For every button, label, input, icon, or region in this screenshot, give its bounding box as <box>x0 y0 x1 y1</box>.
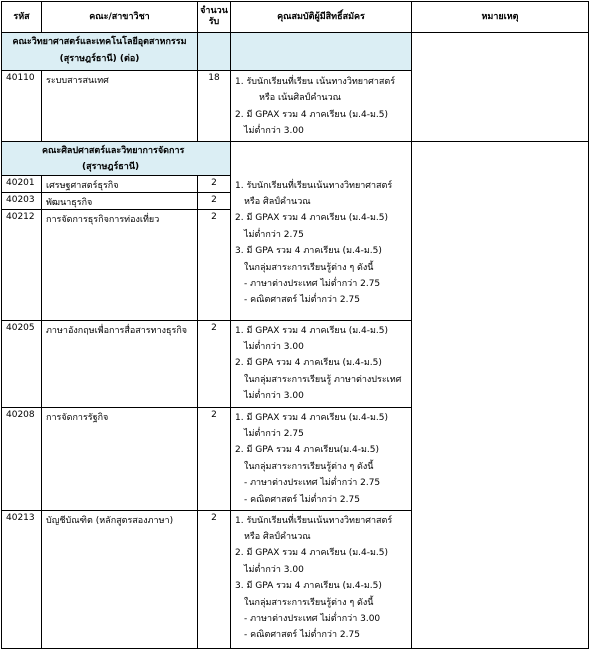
section-title-liberal-arts <box>2 142 231 176</box>
qualification-line: - ภาษาต่างประเทศ ไม่ต่ำกว่า 2.75 <box>244 278 381 289</box>
qualification-line: - คณิตศาสตร์ ไม่ต่ำกว่า 2.75 <box>244 494 360 505</box>
qualification-line: - คณิตศาสตร์ ไม่ต่ำกว่า 2.75 <box>244 295 360 306</box>
section-title-science <box>2 33 198 71</box>
header-count-line1: จำนวน <box>200 6 228 16</box>
program-name: บัญชีบัณฑิต (หลักสูตรสองภาษา) <box>42 510 198 648</box>
remark-cell <box>412 142 589 649</box>
section-title-line2: (สุราษฎร์ธานี) <box>82 162 140 172</box>
section-row <box>2 142 589 176</box>
program-count: 18 <box>198 71 231 142</box>
qualification-line: 1. มี GPAX รวม 4 ภาคเรียน (ม.4-ม.5) <box>235 412 389 423</box>
qualification-cell <box>231 510 412 648</box>
header-code: รหัส <box>2 2 42 33</box>
qualification-line: หรือ ศิลป์คำนวณ <box>244 196 311 207</box>
program-count: 2 <box>198 510 231 648</box>
section-row <box>2 33 589 71</box>
program-name: การจัดการรัฐกิจ <box>42 407 198 510</box>
header-faculty: คณะ/สาขาวิชา <box>42 2 198 33</box>
qualification-line: ไม่ต่ำกว่า 3.00 <box>244 564 304 575</box>
qualification-line: 3. มี GPA รวม 4 ภาคเรียน (ม.4-ม.5) <box>235 581 382 592</box>
qualification-line: ในกลุ่มสาระการเรียนรู้ต่าง ๆ ดังนี้ <box>244 461 374 472</box>
section-title-line1: คณะศิลปศาสตร์และวิทยาการจัดการ <box>42 146 185 156</box>
qualification-line: 2. มี GPAX รวม 4 ภาคเรียน (ม.4-ม.5) <box>235 213 389 224</box>
header-count-line2: รับ <box>208 17 220 27</box>
qualification-line: 1. รับนักเรียนที่เรียนเน้นทางวิทยาศาสตร์ <box>235 515 393 526</box>
section-title-line2: (สุราษฎร์ธานี) (ต่อ) <box>59 54 140 64</box>
qualification-line: หรือ ศิลป์คำนวณ <box>244 531 311 542</box>
program-count: 2 <box>198 210 231 320</box>
program-code: 40201 <box>2 176 42 193</box>
qualification-line: ไม่ต่ำกว่า 3.00 <box>244 126 304 137</box>
header-qualification: คุณสมบัติผู้มีสิทธิ์สมัคร <box>231 2 412 33</box>
qualification-line: ในกลุ่มสาระการเรียนรู้ ภาษาต่างประเทศ <box>244 374 402 385</box>
qualification-line: 1. มี GPAX รวม 4 ภาคเรียน (ม.4-ม.5) <box>235 325 389 336</box>
program-name: การจัดการธุรกิจการท่องเที่ยว <box>42 210 198 320</box>
program-name: พัฒนาธุรกิจ <box>42 193 198 210</box>
qualification-line: ในกลุ่มสาระการเรียนรู้ต่าง ๆ ดังนี้ <box>244 597 374 608</box>
remark-cell <box>412 33 589 142</box>
header-count <box>198 2 231 33</box>
section-fill <box>198 33 231 71</box>
program-code: 40205 <box>2 320 42 407</box>
program-name: ระบบสารสนเทศ <box>42 71 198 142</box>
qualification-line: ไม่ต่ำกว่า 3.00 <box>244 341 304 352</box>
program-count: 2 <box>198 193 231 210</box>
qualification-line: 3. มี GPA รวม 4 ภาคเรียน (ม.4-ม.5) <box>235 246 382 257</box>
program-code: 40208 <box>2 407 42 510</box>
qualification-line: - ภาษาต่างประเทศ ไม่ต่ำกว่า 2.75 <box>244 478 381 489</box>
section-fill <box>231 33 412 71</box>
qualification-line: 1. รับนักเรียนที่เรียนเน้นทางวิทยาศาสตร์ <box>235 180 393 191</box>
program-code: 40212 <box>2 210 42 320</box>
qualification-line: - ภาษาต่างประเทศ ไม่ต่ำกว่า 3.00 <box>244 613 381 624</box>
program-name: เศรษฐศาสตร์ธุรกิจ <box>42 176 198 193</box>
qualification-line: 1. รับนักเรียนที่เรียน เน้นทางวิทยาศาสตร์ <box>235 77 396 87</box>
qualification-line: 2. มี GPA รวม 4 ภาคเรียน(ม.4-ม.5) <box>235 445 380 456</box>
qualification-line: หรือ เน้นศิลป์คำนวณ <box>259 93 341 104</box>
program-code: 40203 <box>2 193 42 210</box>
header-remark: หมายเหตุ <box>412 2 589 33</box>
program-count: 2 <box>198 176 231 193</box>
section-title-line1: คณะวิทยาศาสตร์และเทคโนโลยีอุตสาหกรรม <box>12 37 187 47</box>
program-count: 2 <box>198 407 231 510</box>
qualification-line: - คณิตศาสตร์ ไม่ต่ำกว่า 2.75 <box>244 630 360 641</box>
qualification-spacer <box>231 142 412 176</box>
qualification-line: ไม่ต่ำกว่า 2.75 <box>244 229 304 240</box>
program-count: 2 <box>198 320 231 407</box>
program-code: 40110 <box>2 71 42 142</box>
qualification-cell <box>231 176 412 321</box>
program-code: 40213 <box>2 510 42 648</box>
qualification-line: 2. มี GPAX รวม 4 ภาคเรียน (ม.4-ม.5) <box>235 109 389 120</box>
qualification-line: ในกลุ่มสาระการเรียนรู้ต่าง ๆ ดังนี้ <box>244 262 374 273</box>
qualification-cell <box>231 407 412 510</box>
program-name: ภาษาอังกฤษเพื่อการสื่อสารทางธุรกิจ <box>42 320 198 407</box>
qualification-cell <box>231 71 412 142</box>
qualification-line: 2. มี GPA รวม 4 ภาคเรียน (ม.4-ม.5) <box>235 358 382 369</box>
qualification-line: ไม่ต่ำกว่า 3.00 <box>244 391 304 402</box>
admission-table <box>1 1 589 649</box>
qualification-line: ไม่ต่ำกว่า 2.75 <box>244 428 304 439</box>
table-header-row <box>2 2 589 33</box>
qualification-cell <box>231 320 412 407</box>
qualification-line: 2. มี GPAX รวม 4 ภาคเรียน (ม.4-ม.5) <box>235 548 389 559</box>
